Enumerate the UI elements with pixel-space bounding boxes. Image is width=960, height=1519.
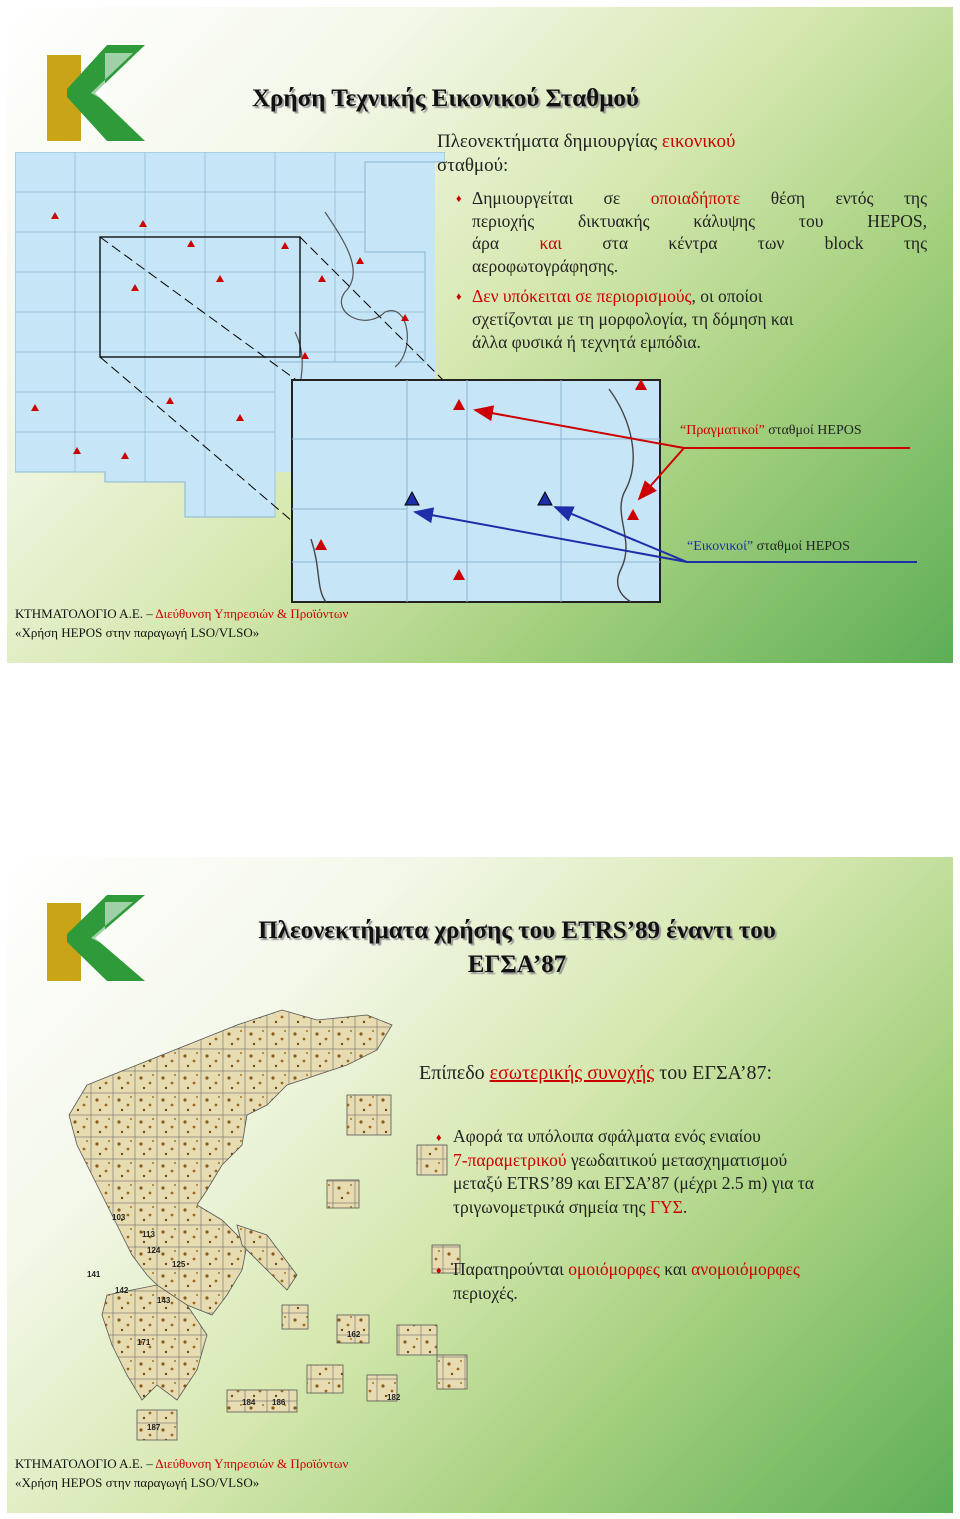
map-label: 182 bbox=[387, 1393, 401, 1402]
footer1-l1b: Διεύθυνση Υπηρεσιών & Προϊόντων bbox=[155, 606, 349, 621]
s2b1-l1: Αφορά τα υπόλοιπα σφάλματα ενός ενιαίου bbox=[453, 1126, 761, 1146]
subtitle2-red: εσωτερικής συνοχής bbox=[489, 1062, 655, 1084]
footer1-l1a: ΚΤΗΜΑΤΟΛΟΓΙΟ Α.Ε. – bbox=[15, 606, 156, 621]
bullet2-text bbox=[472, 285, 927, 354]
subtitle2-a: Επίπεδο bbox=[419, 1062, 490, 1084]
slide2-bullet2-icon: ♦ bbox=[436, 1265, 442, 1277]
slide2-title-line2: ΕΓΣΑ’87 bbox=[467, 951, 567, 978]
map-label: 171 bbox=[137, 1338, 151, 1347]
label-virtual-rest: σταθμοί HEPOS bbox=[753, 539, 850, 554]
slide2-title bbox=[107, 914, 927, 982]
map-label: 142 bbox=[115, 1286, 129, 1295]
b1-l2: περιοχής δικτυακής κάλυψης του HEPOS, bbox=[472, 210, 927, 231]
s2b2-l1b: και bbox=[659, 1259, 692, 1279]
label-real-stations bbox=[680, 422, 862, 440]
map-label: 162 bbox=[347, 1330, 361, 1339]
map-label: 184 bbox=[242, 1398, 256, 1407]
b1-l1a: Δημιουργείται σε bbox=[472, 188, 651, 208]
b1-l3a: άρα bbox=[472, 233, 540, 253]
b1-l3b: στα κέντρα των block της bbox=[562, 233, 927, 253]
slide2-title-line1: Πλεονεκτήματα χρήσης του ETRS’89 έναντι του bbox=[258, 917, 776, 944]
s2b2-l1red1: ομοιόμορφες bbox=[568, 1259, 660, 1279]
footer2-l2: «Χρήση HEPOS στην παραγωγή LSO/VLSO» bbox=[15, 1474, 260, 1490]
map-label: 103 bbox=[112, 1213, 126, 1222]
label-real-red: “Πραγματικοί” bbox=[680, 423, 765, 438]
slide2-footer bbox=[15, 1455, 348, 1493]
b1-l1red: οποιαδήποτε bbox=[650, 188, 741, 208]
b2-l1red: Δεν υπόκειται σε περιορισμούς bbox=[472, 286, 692, 306]
map-label: 186 bbox=[272, 1398, 286, 1407]
bullet1-text bbox=[472, 187, 927, 277]
slide2-bullet1-icon: ♦ bbox=[436, 1132, 442, 1144]
b1-l4: αεροφωτογράφησης. bbox=[472, 255, 619, 276]
map-label: 125 bbox=[172, 1260, 186, 1269]
greece-block-map bbox=[47, 1005, 477, 1450]
map-label: 143 bbox=[157, 1296, 171, 1305]
subtitle2-b: του ΕΓΣΑ’87: bbox=[654, 1062, 773, 1084]
slide2-bullet2-text bbox=[453, 1258, 948, 1305]
footer2-l1b: Διεύθυνση Υπηρεσιών & Προϊόντων bbox=[155, 1456, 349, 1471]
b2-l3: άλλα φυσικά ή τεχνητά εμπόδια. bbox=[472, 332, 701, 352]
b2-l1b: , οι οποίοι bbox=[691, 286, 763, 306]
subtitle-highlight: εικονικού bbox=[661, 131, 736, 152]
label-virtual-stations bbox=[687, 538, 850, 556]
s2b1-l2red: 7-παραμετρικού bbox=[453, 1149, 567, 1170]
slide1-title: Χρήση Τεχνικής Εικονικού Σταθμού bbox=[252, 85, 639, 112]
bullet2-icon: ♦ bbox=[456, 291, 462, 303]
slide-etrs89-advantages bbox=[7, 857, 953, 1513]
footer1-l2: «Χρήση HEPOS στην παραγωγή LSO/VLSO» bbox=[15, 624, 260, 640]
subtitle-part2: σταθμού: bbox=[437, 154, 509, 176]
slide1-footer bbox=[15, 605, 348, 643]
s2b1-l4b: . bbox=[682, 1196, 688, 1217]
s2b1-l3: μεταξύ ETRS’89 και ΕΓΣΑ’87 (μέχρι 2.5 m) για τα bbox=[453, 1173, 814, 1193]
map-label: 141 bbox=[87, 1270, 101, 1279]
b2-l2: σχετίζονται με τη μορφολογία, τη δόμηση και bbox=[472, 309, 794, 329]
slide2-bullet1-text bbox=[453, 1125, 943, 1219]
slide-virtual-station bbox=[7, 7, 953, 663]
map-label: 187 bbox=[147, 1423, 161, 1432]
s2b1-l2b: γεωδαιτικού μετασχηματισμού bbox=[566, 1149, 788, 1170]
s2b2-l1red2: ανομοιόμορφες bbox=[691, 1259, 800, 1279]
footer2-l1a: ΚΤΗΜΑΤΟΛΟΓΙΟ Α.Ε. – bbox=[15, 1456, 156, 1471]
s2b2-l1a: Παρατηρούνται bbox=[453, 1259, 569, 1279]
s2b2-l2: περιοχές. bbox=[453, 1282, 518, 1303]
bullet1-icon: ♦ bbox=[456, 193, 462, 205]
map-label: 113 bbox=[142, 1230, 155, 1239]
s2b1-l4red: ΓΥΣ bbox=[649, 1196, 683, 1217]
b1-l1b: θέση εντός της bbox=[740, 188, 927, 208]
label-real-rest: σταθμοί HEPOS bbox=[764, 423, 862, 438]
subtitle-part1: Πλεονεκτήματα δημιουργίας bbox=[437, 131, 662, 152]
s2b1-l4a: τριγωνομετρικά σημεία της bbox=[453, 1196, 650, 1217]
map-label: 124 bbox=[147, 1246, 161, 1255]
slide2-subtitle bbox=[419, 1061, 772, 1086]
b1-l3red: και bbox=[539, 233, 562, 253]
label-virtual-blue: “Εικονικοί” bbox=[687, 539, 754, 554]
slide1-subtitle bbox=[437, 130, 937, 178]
